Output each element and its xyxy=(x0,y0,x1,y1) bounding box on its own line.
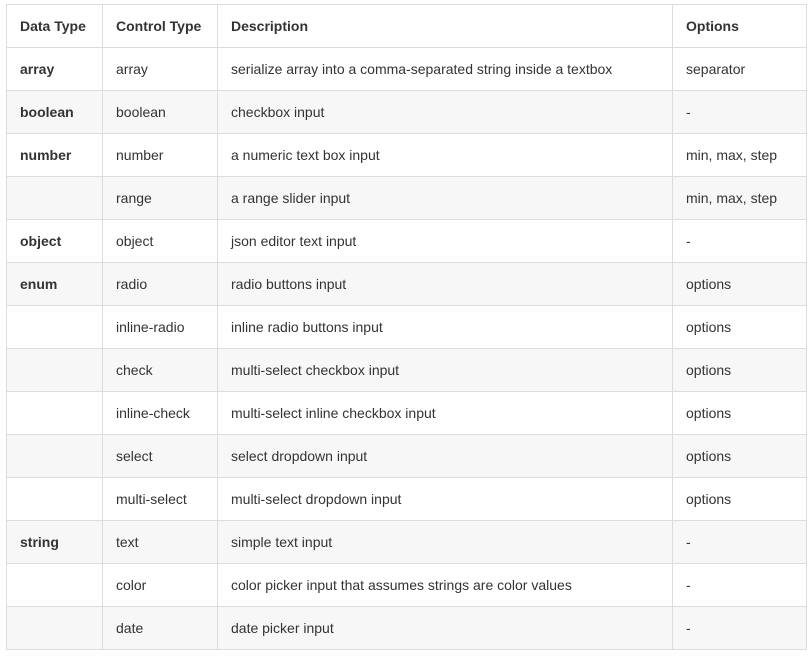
header-description: Description xyxy=(218,5,673,48)
data-type-cell: string xyxy=(7,521,103,564)
options-cell: options xyxy=(673,306,807,349)
data-type-cell xyxy=(7,177,103,220)
description-cell: select dropdown input xyxy=(218,435,673,478)
control-type-cell: boolean xyxy=(103,91,218,134)
header-data-type: Data Type xyxy=(7,5,103,48)
control-type-cell: object xyxy=(103,220,218,263)
control-type-cell: radio xyxy=(103,263,218,306)
description-cell: multi-select checkbox input xyxy=(218,349,673,392)
data-type-cell: object xyxy=(7,220,103,263)
options-cell: - xyxy=(673,607,807,650)
description-cell: serialize array into a comma-separated string inside a textbox xyxy=(218,48,673,91)
control-type-cell: text xyxy=(103,521,218,564)
control-type-cell: date xyxy=(103,607,218,650)
data-type-cell xyxy=(7,435,103,478)
table-row xyxy=(7,521,807,564)
options-cell: options xyxy=(673,263,807,306)
table-row xyxy=(7,607,807,650)
options-cell: options xyxy=(673,478,807,521)
header-control-type: Control Type xyxy=(103,5,218,48)
table-header-row xyxy=(7,5,807,48)
description-cell: json editor text input xyxy=(218,220,673,263)
data-type-cell: number xyxy=(7,134,103,177)
description-cell: date picker input xyxy=(218,607,673,650)
data-type-cell: enum xyxy=(7,263,103,306)
table-row xyxy=(7,478,807,521)
table-row xyxy=(7,263,807,306)
control-type-cell: number xyxy=(103,134,218,177)
options-cell: - xyxy=(673,521,807,564)
control-type-cell: multi-select xyxy=(103,478,218,521)
data-type-cell: boolean xyxy=(7,91,103,134)
control-type-cell: inline-check xyxy=(103,392,218,435)
data-type-cell: array xyxy=(7,48,103,91)
control-type-cell: check xyxy=(103,349,218,392)
description-cell: radio buttons input xyxy=(218,263,673,306)
description-cell: color picker input that assumes strings are color values xyxy=(218,564,673,607)
data-type-cell xyxy=(7,306,103,349)
description-cell: checkbox input xyxy=(218,91,673,134)
control-type-cell: range xyxy=(103,177,218,220)
description-cell: a range slider input xyxy=(218,177,673,220)
controls-table-container xyxy=(6,4,807,650)
table-row xyxy=(7,306,807,349)
options-cell: options xyxy=(673,435,807,478)
description-cell: multi-select inline checkbox input xyxy=(218,392,673,435)
options-cell: options xyxy=(673,392,807,435)
data-type-cell xyxy=(7,564,103,607)
table-row xyxy=(7,564,807,607)
controls-table xyxy=(6,4,807,650)
control-type-cell: select xyxy=(103,435,218,478)
table-row xyxy=(7,91,807,134)
options-cell: separator xyxy=(673,48,807,91)
table-row xyxy=(7,220,807,263)
table-row xyxy=(7,134,807,177)
data-type-cell xyxy=(7,607,103,650)
control-type-cell: inline-radio xyxy=(103,306,218,349)
table-row xyxy=(7,349,807,392)
options-cell: - xyxy=(673,91,807,134)
options-cell: min, max, step xyxy=(673,134,807,177)
description-cell: inline radio buttons input xyxy=(218,306,673,349)
control-type-cell: array xyxy=(103,48,218,91)
table-row xyxy=(7,435,807,478)
table-row xyxy=(7,392,807,435)
table-row xyxy=(7,177,807,220)
description-cell: multi-select dropdown input xyxy=(218,478,673,521)
description-cell: simple text input xyxy=(218,521,673,564)
header-options: Options xyxy=(673,5,807,48)
table-row xyxy=(7,48,807,91)
control-type-cell: color xyxy=(103,564,218,607)
data-type-cell xyxy=(7,349,103,392)
data-type-cell xyxy=(7,392,103,435)
options-cell: - xyxy=(673,220,807,263)
data-type-cell xyxy=(7,478,103,521)
description-cell: a numeric text box input xyxy=(218,134,673,177)
options-cell: - xyxy=(673,564,807,607)
options-cell: min, max, step xyxy=(673,177,807,220)
options-cell: options xyxy=(673,349,807,392)
